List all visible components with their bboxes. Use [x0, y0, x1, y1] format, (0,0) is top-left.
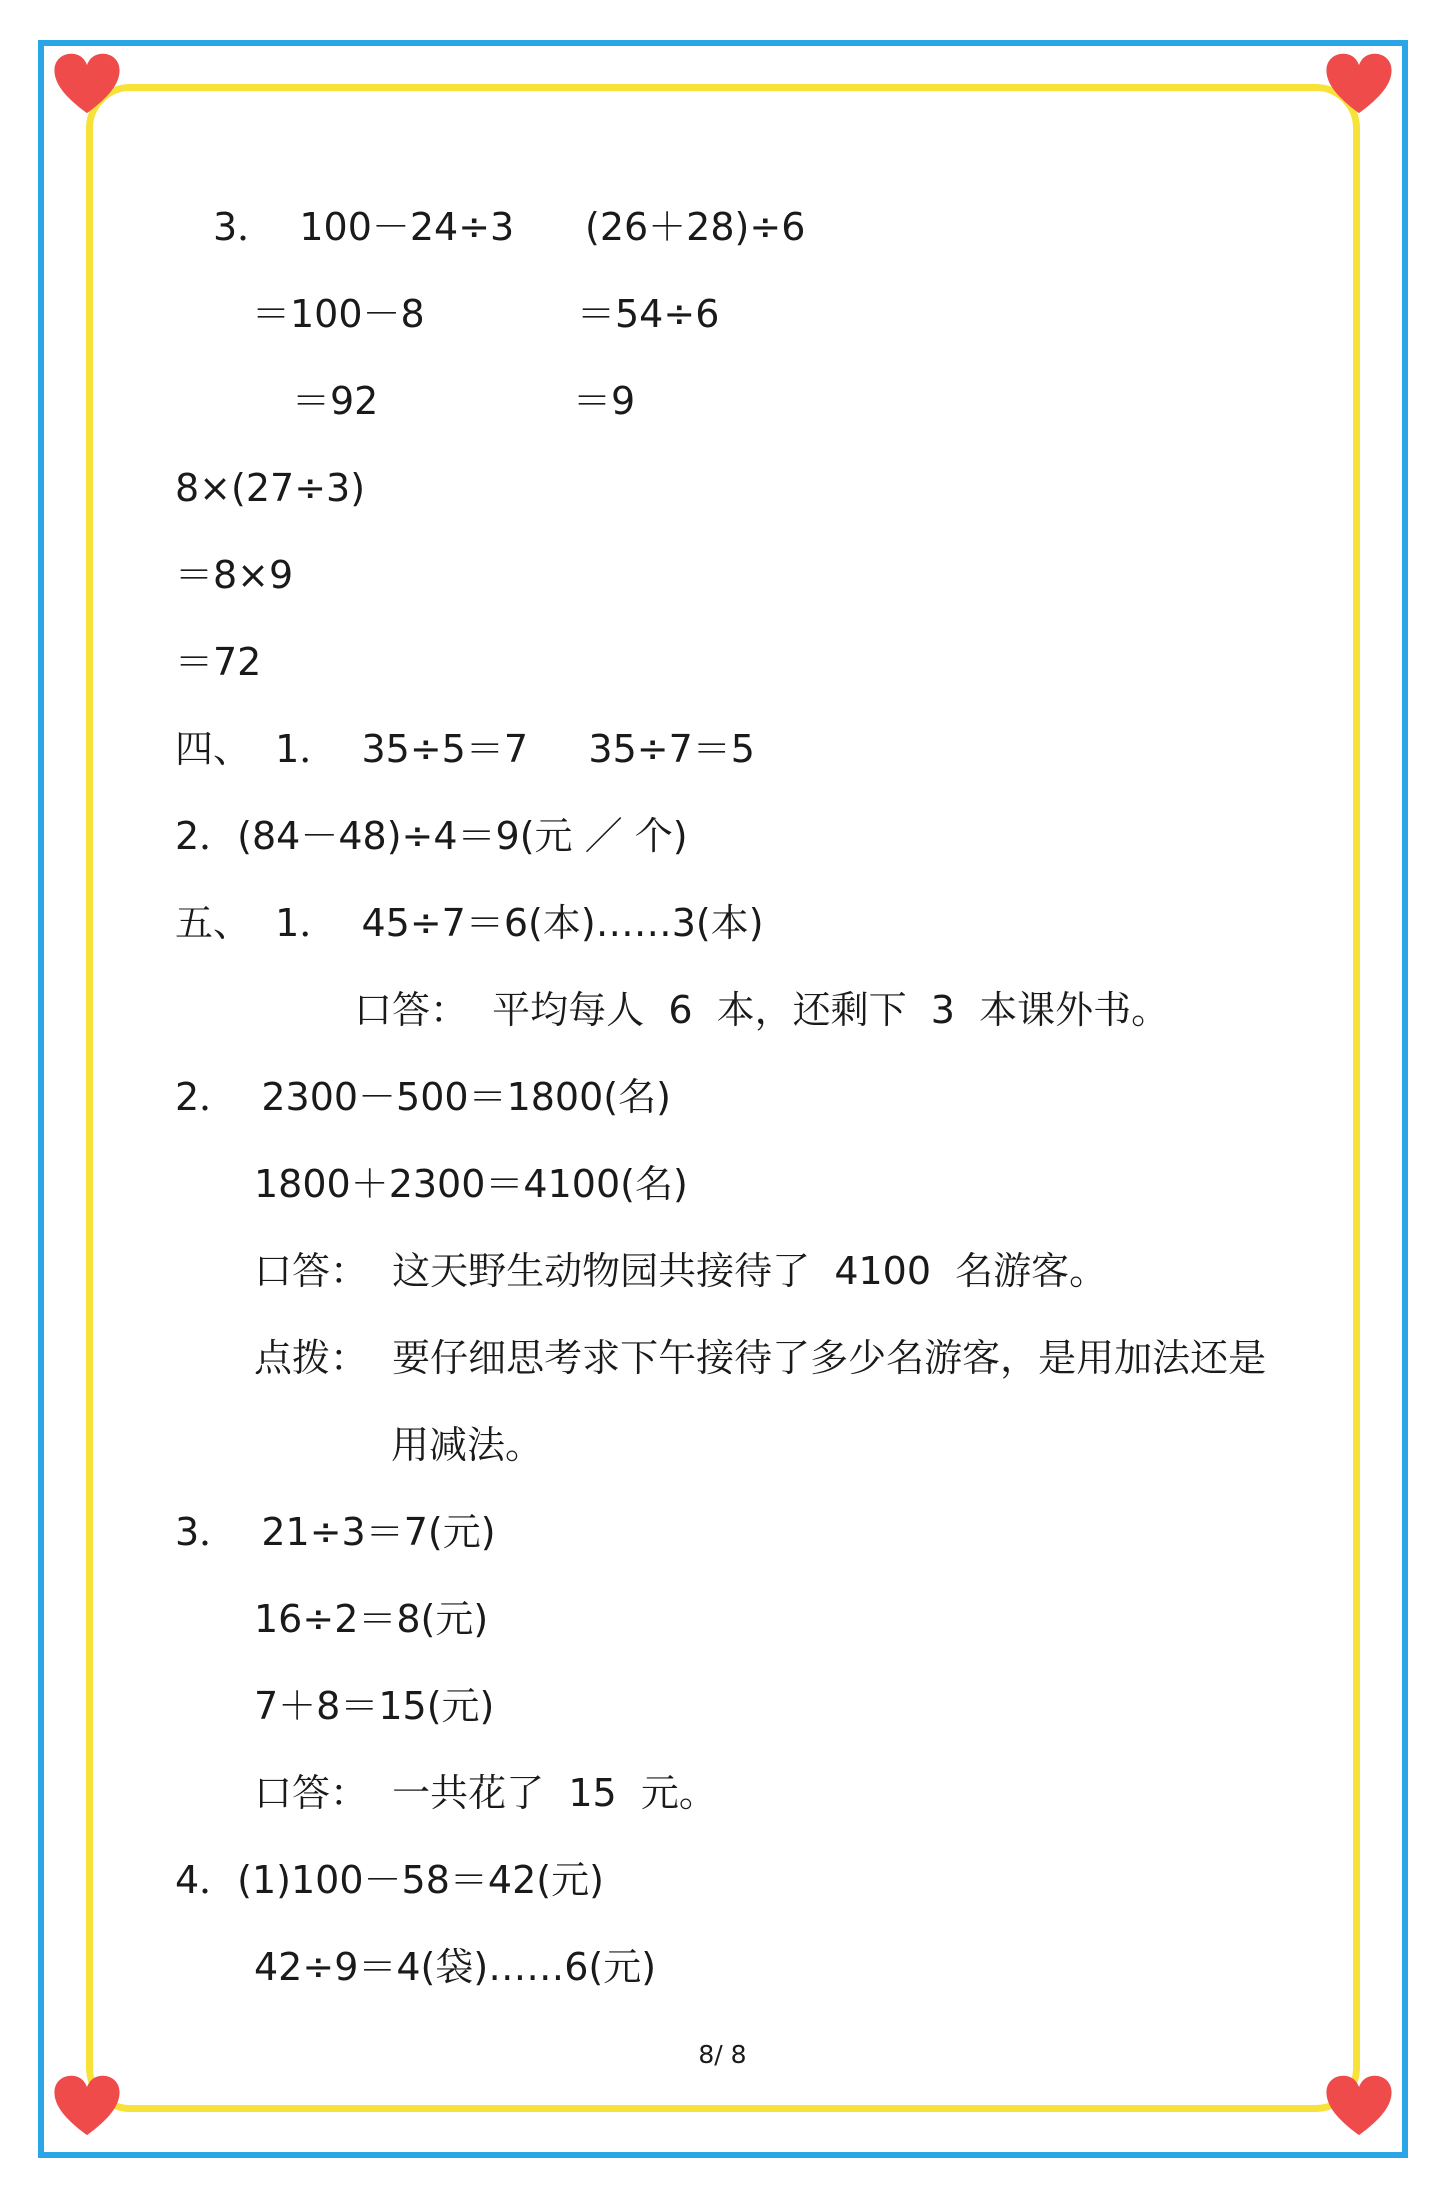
- answer-line: 16÷2＝8(元): [254, 1597, 489, 1641]
- answer-line: 4．(1)100－58＝42(元): [175, 1858, 604, 1902]
- answer-line: 2． 2300－500＝1800(名): [175, 1075, 671, 1119]
- heart-icon: [1322, 48, 1396, 122]
- answer-line: 8×(27÷3): [175, 466, 366, 510]
- answer-line: 3． 21÷3＝7(元): [175, 1510, 496, 1554]
- answer-line: ＝72: [175, 640, 262, 684]
- answer-line: 四、 1． 35÷5＝7 35÷7＝5: [175, 727, 755, 771]
- answer-line: 42÷9＝4(袋)……6(元): [254, 1945, 657, 1989]
- answer-line: ＝9: [573, 379, 636, 423]
- answer-line: 五、 1． 45÷7＝6(本)……3(本): [175, 901, 764, 945]
- answer-line: 口答： 平均每人 6 本，还剩下 3 本课外书。: [354, 988, 1170, 1032]
- answer-line: ＝92: [292, 379, 379, 423]
- answer-line: 用减法。: [391, 1423, 544, 1467]
- heart-icon: [50, 48, 124, 122]
- page-number: 8/ 8: [698, 2040, 747, 2069]
- answer-line: ＝8×9: [175, 553, 294, 597]
- answer-line: 1800＋2300＝4100(名): [254, 1162, 688, 1206]
- answer-line: 口答： 这天野生动物园共接待了 4100 名游客。: [254, 1249, 1108, 1293]
- answer-line: 7＋8＝15(元): [254, 1684, 495, 1728]
- answer-line: ＝100－8: [252, 292, 425, 336]
- heart-icon: [1322, 2070, 1396, 2144]
- answer-line: 3． 100－24÷3: [213, 205, 515, 249]
- answer-line: 2．(84－48)÷4＝9(元 ／ 个): [175, 814, 688, 858]
- answer-line: ＝54÷6: [577, 292, 720, 336]
- heart-icon: [50, 2070, 124, 2144]
- answer-line: 点拨： 要仔细思考求下午接待了多少名游客，是用加法还是: [254, 1336, 1267, 1380]
- answer-line: 口答： 一共花了 15 元。: [254, 1771, 717, 1815]
- answer-line: (26＋28)÷6: [585, 205, 806, 249]
